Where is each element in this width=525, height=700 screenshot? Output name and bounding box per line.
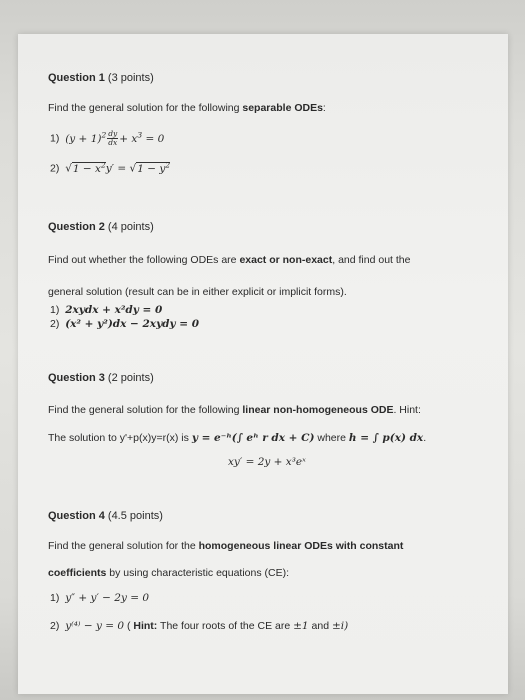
q4-eq2-label: 2) [50, 620, 60, 632]
q2-eq2-label: 2) [50, 318, 60, 330]
q3-hint-period: . [423, 432, 427, 444]
q4-heading [48, 510, 163, 523]
q2-equation-1 [50, 304, 162, 317]
q3-hint-line [48, 432, 426, 445]
q1-eq2-mid: y′ = [105, 162, 130, 175]
q2-eq1: 2xydx + x²dy = 0 [65, 304, 163, 316]
q1-eq2-exp2: 2 [165, 160, 171, 169]
q1-points: (3 points) [107, 72, 154, 84]
q3-intro-line1 [48, 404, 421, 417]
q3-equation: xy′ = 2y + x³eˣ [228, 456, 306, 468]
q4-line2-bold: coefficients [48, 567, 107, 579]
q4-hint-and: and [308, 620, 332, 632]
q1-eq1-part-c: = 0 [142, 132, 165, 145]
q4-eq1: y″ + y′ − 2y = 0 [65, 592, 150, 604]
q2-intro-line1 [48, 254, 410, 267]
q4-intro-line1 [48, 540, 403, 553]
q4-hint-text: The four roots of the CE are [157, 620, 294, 632]
q1-intro-colon: : [322, 102, 326, 114]
q1-eq1-part-a: (y + 1) [65, 132, 102, 145]
q1-eq2-exp1: 2 [100, 160, 106, 169]
q1-eq1-num: dy [108, 129, 118, 138]
q1-equation-1 [50, 128, 164, 147]
q1-eq2-root1: 1 − x [72, 162, 101, 175]
q1-intro [48, 102, 326, 115]
q3-heading [48, 372, 154, 385]
q2-points: (4 points) [107, 221, 154, 233]
q4-hint-open: ( [124, 620, 134, 632]
q1-eq1-part-b: + x [119, 132, 138, 145]
q1-eq1-label: 1) [50, 132, 60, 145]
q4-line1-text: Find the general solution for the [48, 540, 199, 552]
q4-eq1-label: 1) [50, 592, 60, 604]
q1-eq2-label: 2) [50, 162, 60, 175]
q1-eq1-fraction [107, 130, 118, 147]
q3-line1-text: Find the general solution for the following [48, 404, 243, 416]
q4-hint-root2: ±i) [331, 620, 349, 632]
q4-equation-2 [50, 620, 348, 633]
q3-hint-where: where [314, 432, 349, 444]
q2-intro-line2: general solution (result can be in either explicit or implicit forms). [48, 286, 347, 298]
q3-hint-text: The solution to y'+p(x)y=r(x) is [48, 432, 192, 444]
q2-line1-bold: exact or non-exact [239, 254, 333, 266]
q1-eq2-root2: 1 − y [137, 162, 166, 175]
q4-line1-bold: homogeneous linear ODEs with constant [198, 540, 404, 552]
q2-title: Question 2 [48, 221, 105, 233]
q4-title: Question 4 [48, 510, 105, 522]
q2-eq1-label: 1) [50, 304, 60, 316]
q4-points: (4.5 points) [107, 510, 163, 522]
q3-title: Question 3 [48, 372, 105, 384]
q1-eq1-exp2: 3 [137, 130, 143, 139]
q4-hint-root1: ±1 [293, 620, 309, 632]
q1-intro-bold: separable ODEs [242, 102, 323, 114]
q3-points: (2 points) [107, 372, 154, 384]
q3-hint-formula: y = e⁻ʰ(∫ eʰ r dx + C) [191, 432, 315, 444]
q3-line1-end: . Hint: [393, 404, 421, 416]
q2-equation-2 [50, 318, 199, 331]
q2-eq2: (x² + y²)dx − 2xydy = 0 [65, 318, 200, 330]
q4-line2-text: by using characteristic equations (CE): [106, 567, 290, 579]
q2-heading [48, 221, 154, 234]
q4-intro-line2 [48, 567, 289, 580]
q1-title: Question 1 [48, 72, 105, 84]
q4-eq2: y⁽⁴⁾ − y = 0 [65, 620, 125, 632]
q1-equation-2: 2) $√1 - x^2y' = √1 - y^2$ [50, 160, 171, 175]
q1-eq1-exp: 2 [101, 130, 107, 139]
q3-line1-bold: linear non-homogeneous ODE [242, 404, 394, 416]
q1-heading [48, 72, 154, 85]
q3-hint-h: h = ∫ p(x) dx [348, 432, 424, 444]
q4-equation-1 [50, 592, 149, 605]
q2-line1-end: , and find out the [332, 254, 411, 266]
q1-eq1-den: dx [108, 138, 118, 147]
q1-intro-text: Find the general solution for the following [48, 102, 243, 114]
q4-hint-label: Hint: [133, 620, 158, 632]
worksheet-page [18, 34, 508, 694]
q2-line1-text: Find out whether the following ODEs are [48, 254, 240, 266]
